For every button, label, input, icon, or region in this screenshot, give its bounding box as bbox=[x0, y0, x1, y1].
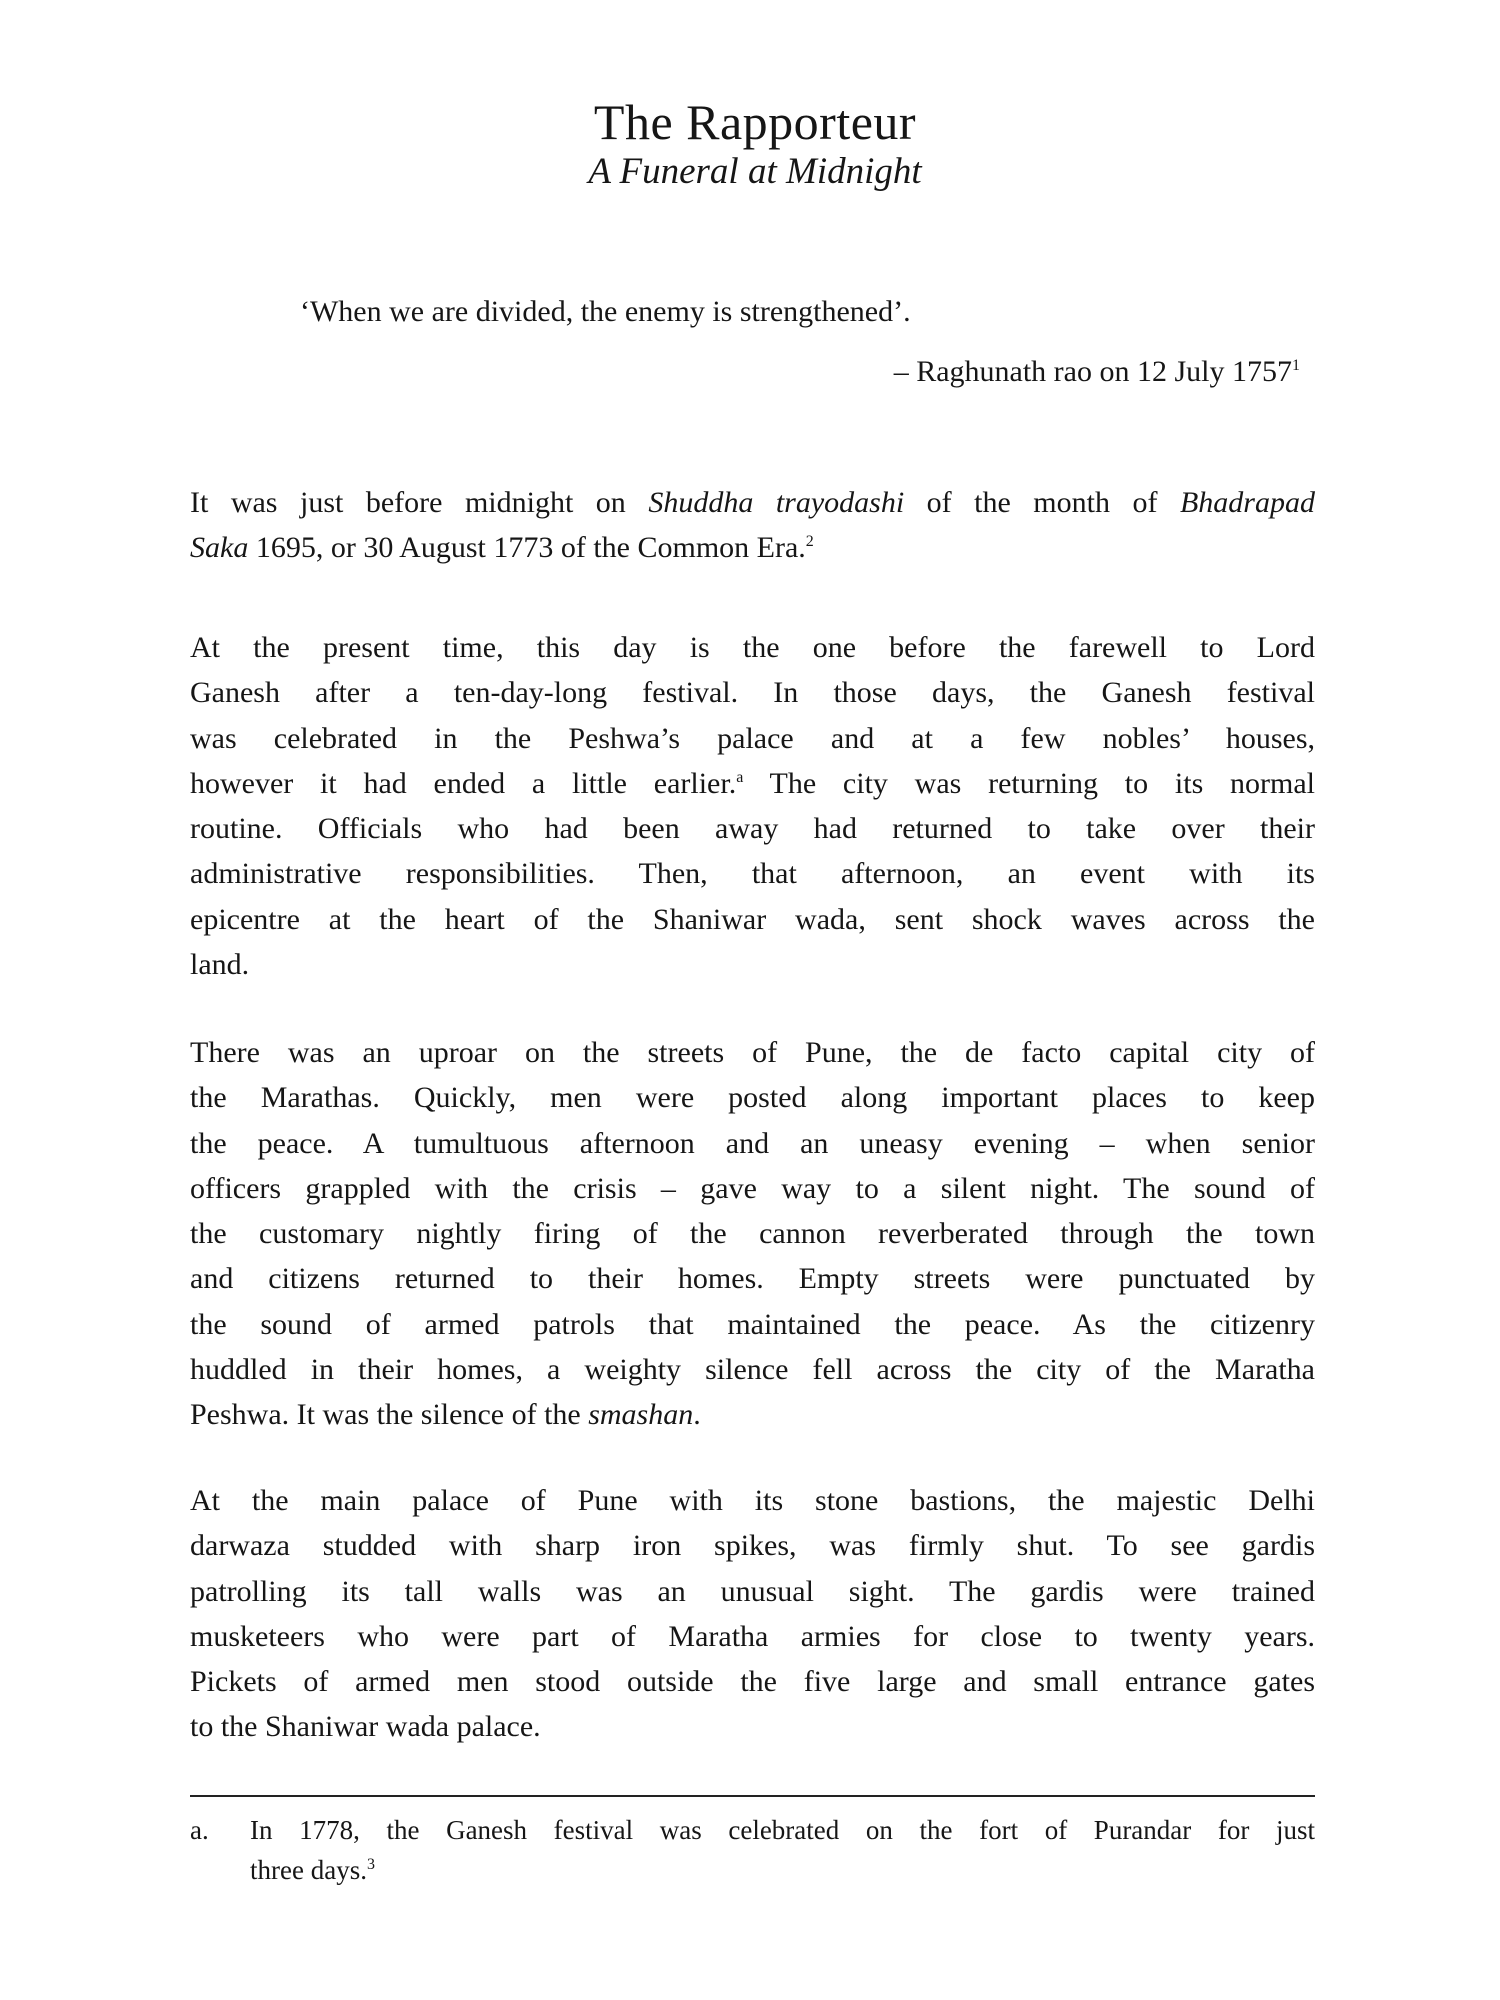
text-line: and citizens returned to their homes. Empty streets were punctuated by bbox=[190, 1262, 1315, 1296]
text-line: the customary nightly firing of the cannon reverberated through the town bbox=[190, 1217, 1315, 1251]
italic-term: Bhadrapad bbox=[1179, 486, 1315, 519]
text-line: In 1778, the Ganesh festival was celebrated on the fort of Purandar for just bbox=[250, 1815, 1315, 1845]
italic-term: Shuddha trayodashi bbox=[648, 486, 905, 519]
epigraph-quote: ‘When we are divided, the enemy is strengthened’. bbox=[300, 295, 911, 328]
text-line: musketeers who were part of Maratha armies for close to twenty years. bbox=[190, 1619, 1315, 1653]
epigraph-attribution bbox=[894, 352, 1300, 392]
text-line: land. bbox=[190, 948, 250, 982]
paragraph-4 bbox=[190, 1478, 1315, 1750]
text-run: It was just before midnight on bbox=[190, 486, 649, 519]
text-line: At the present time, this day is the one before the farewell to Lord bbox=[190, 631, 1315, 664]
text-line: At the main palace of Pune with its stone bastions, the majestic Delhi bbox=[190, 1484, 1315, 1517]
text-line: patrolling its tall walls was an unusual sight. The gardis were trained bbox=[190, 1574, 1315, 1608]
text-line: officers grappled with the crisis – gave way to a silent night. The sound of bbox=[190, 1171, 1315, 1205]
text-line: huddled in their homes, a weighty silence fell across the city of the Maratha bbox=[190, 1353, 1315, 1387]
text-line: Pickets of armed men stood outside the five large and small entrance gates bbox=[190, 1665, 1315, 1699]
text-line bbox=[250, 1850, 1315, 1890]
paragraph-3 bbox=[190, 1030, 1315, 1438]
italic-term: smashan bbox=[588, 1398, 694, 1432]
text-line: the sound of armed patrols that maintained the peace. As the citizenry bbox=[190, 1307, 1315, 1341]
text-run: three days. bbox=[250, 1855, 367, 1885]
text-line: Ganesh after a ten-day-long festival. In those days, the Ganesh festival bbox=[190, 676, 1315, 710]
text-line: the Marathas. Quickly, men were posted along important places to keep bbox=[190, 1081, 1315, 1115]
chapter-subtitle: A Funeral at Midnight bbox=[588, 151, 922, 192]
attribution-text: – Raghunath rao on 12 July 1757 bbox=[893, 355, 1292, 388]
text-line: routine. Officials who had been away had returned to take over their bbox=[190, 812, 1315, 846]
endnote-marker: 1 bbox=[1292, 357, 1300, 374]
text-line: darwaza studded with sharp iron spikes, was firmly shut. To see gardis bbox=[190, 1529, 1315, 1563]
chapter-title: The Rapporteur bbox=[593, 93, 917, 150]
text-line bbox=[190, 525, 1315, 570]
text-line bbox=[190, 761, 1315, 806]
footnote-marker: a bbox=[736, 768, 744, 786]
text-line: There was an uproar on the streets of Pune, the de facto capital city of bbox=[190, 1036, 1315, 1069]
footnote-label: a. bbox=[190, 1815, 209, 1845]
paragraph-1 bbox=[190, 480, 1315, 571]
text-line: administrative responsibilities. Then, that afternoon, an event with its bbox=[190, 857, 1315, 891]
endnote-marker: 2 bbox=[805, 533, 814, 551]
text-run: . bbox=[693, 1398, 701, 1432]
paragraph-2 bbox=[190, 625, 1315, 987]
text-run: The city was returning to its normal bbox=[743, 766, 1315, 800]
text-line bbox=[190, 1392, 1315, 1437]
italic-term: Saka bbox=[190, 531, 249, 565]
text-line: was celebrated in the Peshwa’s palace and at a few nobles’ houses, bbox=[190, 721, 1315, 755]
footnote-divider bbox=[190, 1795, 1315, 1797]
text-line bbox=[190, 480, 1315, 525]
text-line: epicentre at the heart of the Shaniwar wada, sent shock waves across the bbox=[190, 902, 1315, 936]
text-run: however it had ended a little earlier. bbox=[190, 766, 737, 800]
text-run: of the month of bbox=[904, 486, 1180, 519]
text-line: the peace. A tumultuous afternoon and an uneasy evening – when senior bbox=[190, 1126, 1315, 1160]
text-line: to the Shaniwar wada palace. bbox=[190, 1710, 541, 1744]
text-run: Peshwa. It was the silence of the bbox=[190, 1398, 589, 1432]
text-run: 1695, or 30 August 1773 of the Common Era. bbox=[248, 531, 806, 565]
footnote-text bbox=[250, 1810, 1315, 1890]
endnote-marker: 3 bbox=[366, 1856, 375, 1873]
